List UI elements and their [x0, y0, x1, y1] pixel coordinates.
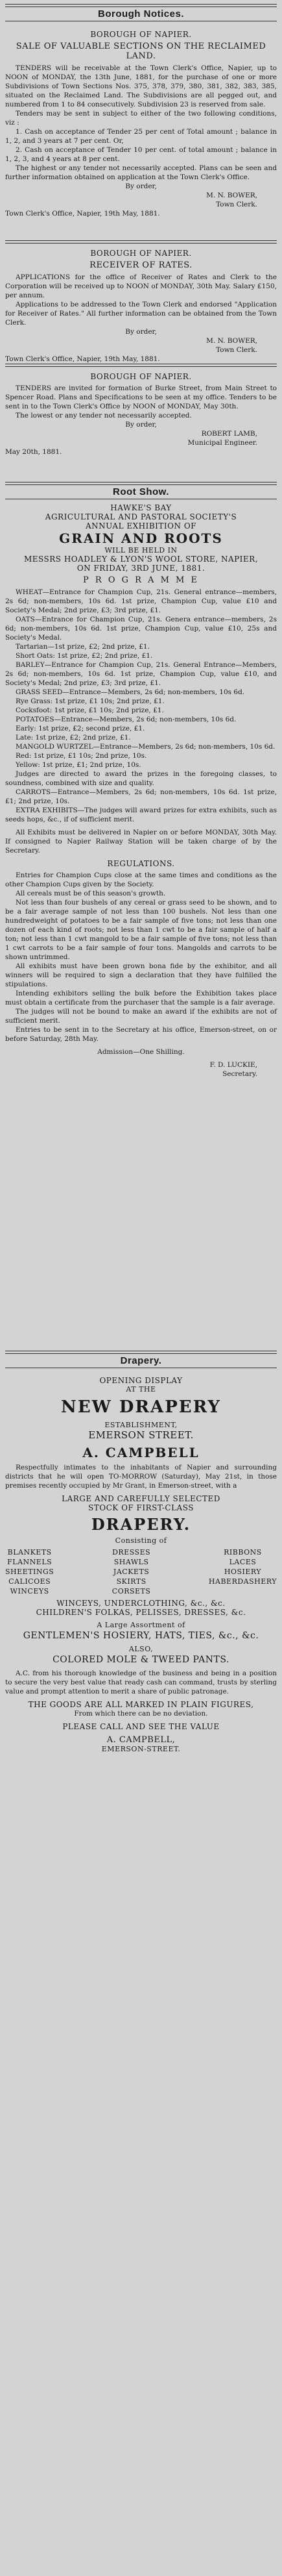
- stock-heading: STOCK OF FIRST-CLASS: [88, 1503, 194, 1512]
- stock-item: HOSIERY: [224, 1568, 262, 1576]
- show-date: ON FRIDAY, 3RD JUNE, 1881.: [76, 564, 206, 573]
- programme-item: WHEAT—Entrance for Champion Cup, 21s. General entrance—members, 2s 6d; non-members, 10s 6d. 1st prize, Champion Cup, value £10 and Society's Medal; 2nd prize, £3; 3rd prize, £1.: [5, 588, 277, 614]
- programme-item: Judges are directed to award the prizes in the foregoing classes, to soundness, combined with size and quality.: [5, 770, 277, 787]
- drapery-section: [5, 1351, 277, 1753]
- signature: A. CAMPBELL,: [106, 1735, 176, 1745]
- rule: [5, 1351, 277, 1354]
- notice-paragraph: A.C. from his thorough knowledge of the business and being in a position to secure the very best value that ready cash can command, trusts by sterling value and prompt attention to merit a share of public patronage.: [5, 1669, 277, 1695]
- section-header: Borough Notices.: [97, 8, 184, 19]
- stock-item: HABERDASHERY: [208, 1577, 277, 1586]
- programme-item: GRASS SEED—Entrance—Members, 2s 6d; non-members, 10s 6d.: [16, 688, 245, 696]
- admission: Admission—One Shilling.: [97, 1048, 185, 1056]
- stock-item: FLANNELS: [7, 1558, 53, 1566]
- stock-line: CHILDREN'S FOLKAS, PELISSES, DRESSES, &c.: [36, 1608, 246, 1617]
- notice-heading: RECEIVER OF RATES.: [89, 260, 193, 270]
- display-title: AT THE: [126, 1385, 156, 1394]
- regulation: Not less than four bushels of any cereal or grass seed to be shown, and to be a fair average sample of not less than 100 bushels. Not less than one hundredweight of potatoes to be a fair sample of five tons; not less than one dozen of each kind of roots; not less than 1 cwt to be a fair sample of half a ton; not less than 1 cwt mangold to be a fair sample of five tons; not less than 1 cwt carrots to be a fair sample of four tons. Mangolds and carrots to be shown untrimmed.: [5, 899, 277, 961]
- signature: F. D. LUCKIE,: [209, 1061, 257, 1069]
- regulation: Entries to be sent in to the Secretary at his office, Emerson-street, on or before Saturday, 28th May.: [5, 1026, 277, 1043]
- notice-title: BOROUGH OF NAPIER.: [90, 30, 192, 39]
- notice-condition: 1. Cash on acceptance of Tender 25 per cent of Total amount ; balance in 1, 2, and 3 years at 7 per cent. Or,: [5, 128, 277, 145]
- stock-item: LACES: [229, 1558, 257, 1566]
- signature-title: Town Clerk.: [216, 346, 257, 354]
- notice-paragraph: TENDERS are invited for formation of Burke Street, from Main Street to Spencer Road. Plans and Specifications to be seen at my office. Tenders to be sent in to the Town Clerk's Office by NOON of MONDAY, May 30th.: [5, 384, 277, 410]
- notice-rates: [5, 240, 277, 364]
- programme-item: BARLEY—Entrance for Champion Cup, 21s. General Entrance—Members, 2s 6d; non-members, 10s 6d. 1st prize, Champion Cup, value £10, and Society's Medal; 2nd prize, £3; 3rd prize, £1.: [5, 661, 277, 687]
- programme-item: POTATOES—Entrance—Members, 2s 6d; non-members, 10s 6d.: [16, 716, 237, 723]
- notice-paragraph: Applications to be addressed to the Town Clerk and endorsed "Application for Receiver of Rates." All further information can be obtained from the Town Clerk.: [5, 301, 277, 327]
- programme-item: Rye Grass: 1st prize, £1 10s; 2nd prize, £1.: [16, 697, 165, 705]
- root-show-section: [5, 482, 277, 1079]
- programme-item: Tartarian—1st prize, £2; 2nd prize, £1.: [16, 643, 150, 651]
- notice-date: May 20th, 1881.: [5, 448, 62, 456]
- signature: M. N. BOWER,: [206, 337, 257, 345]
- signature: ROBERT LAMB,: [201, 430, 257, 438]
- notice-title: BOROUGH OF NAPIER.: [90, 249, 192, 258]
- rule: [5, 482, 277, 485]
- assortment-label: A Large Assortment of: [97, 1621, 185, 1629]
- stock-heading: LARGE AND CAREFULLY SELECTED: [62, 1494, 220, 1503]
- signature-title: Secretary.: [222, 1070, 257, 1078]
- rule: [5, 364, 277, 367]
- please-call: PLEASE CALL AND SEE THE VALUE: [62, 1722, 220, 1731]
- display-title: ESTABLISHMENT,: [104, 1421, 178, 1429]
- programme-item: Short Oats: 1st prize, £2; 2nd prize, £1.: [16, 652, 153, 660]
- signature-title: Town Clerk.: [216, 201, 257, 208]
- regulation: The judges will not be bound to make an award if the exhibits are not of sufficient merit.: [5, 1008, 277, 1025]
- show-title: WILL BE HELD IN: [104, 546, 178, 555]
- notice-tenders: [5, 364, 277, 456]
- stock-line: WINCEYS, UNDERCLOTHING, &c., &c.: [56, 1599, 226, 1608]
- stock-columns: [5, 1547, 277, 1596]
- display-title: OPENING DISPLAY: [99, 1376, 183, 1385]
- also-label: ALSO,: [128, 1645, 154, 1653]
- deviation-line: From which there can be no deviation.: [74, 1710, 208, 1718]
- programme-item: Early: 1st prize, £2; second prize, £1.: [16, 725, 145, 732]
- notice-paragraph: All Exhibits must be delivered in Napier on or before MONDAY, 30th May. If consigned to Napier Railway Station will be taken charge of by the Secretary.: [5, 829, 277, 855]
- stock-item: SHAWLS: [113, 1558, 149, 1566]
- programme-item: Cocksfoot: 1st prize, £1 10s; 2nd prize, £1.: [16, 707, 164, 714]
- stock-column: [5, 1547, 54, 1596]
- show-headline: GRAIN AND ROOTS: [59, 531, 223, 546]
- notice-date: Town Clerk's Office, Napier, 19th May, 1881.: [5, 355, 160, 363]
- stock-item: SHEETINGS: [5, 1568, 54, 1576]
- section-header: Root Show.: [113, 486, 169, 497]
- show-venue: MESSRS HOADLEY & LYON'S WOOL STORE, NAPIER,: [23, 555, 259, 564]
- top-rule: [5, 4, 277, 7]
- regulation: Entries for Champion Cups close at the same times and conditions as the other Champion Cups given by the Society.: [5, 871, 277, 888]
- stock-item: BLANKETS: [7, 1548, 52, 1557]
- notice-paragraph: Respectfully intimates to the inhabitants of Napier and surrounding districts that he will open TO-MORROW (Saturday), May 21st, in those premises recently occupied by Mr Grant, in Emerson-street, with a: [5, 1464, 277, 1490]
- marked-line: THE GOODS ARE ALL MARKED IN PLAIN FIGURES,: [28, 1700, 254, 1709]
- display-headline: NEW DRAPERY: [61, 1397, 221, 1417]
- programme-item: Late: 1st prize, £2; 2nd prize, £1.: [16, 734, 131, 742]
- show-title: HAWKE'S BAY: [110, 503, 172, 512]
- notice-paragraph: APPLICATIONS for the office of Receiver of Rates and Clerk to the Corporation will be received up to NOON of MONDAY, 30th May. Salary £150, per annum.: [5, 273, 277, 299]
- stock-item: WINCEYS: [10, 1587, 49, 1595]
- rule: [5, 240, 277, 244]
- notice-date: Town Clerk's Office, Napier, 19th May, 1881.: [5, 210, 160, 218]
- display-street: EMERSON STREET.: [88, 1429, 194, 1441]
- programme-list: [5, 588, 277, 824]
- programme-item: CARROTS—Entrance—Members, 2s 6d; non-members, 10s 6d. 1st prize, £1; 2nd prize, 10s.: [5, 788, 277, 805]
- by-order: By order,: [125, 182, 157, 190]
- regulation: All exhibits must have been grown bona fide by the exhibitor, and all winners will be required to sign a declaration that they have fulfilled the stipulations.: [5, 962, 277, 988]
- notice-condition: 2. Cash on acceptance of Tender 10 per cent. of total amount ; balance in 1, 2, 3, and 4 years at 8 per cent.: [5, 146, 277, 163]
- programme-item: OATS—Entrance for Champion Cup, 21s. Genera entrance—members, 2s 6d; non-members, 10s 6d. 1st prize, Champion Cup, value £10, 25s and Society's Medal.: [5, 616, 277, 642]
- by-order: By order,: [125, 421, 157, 429]
- gentlemen-line: GENTLEMEN'S HOSIERY, HATS, TIES, &c., &c.: [23, 1631, 259, 1641]
- programme-item: EXTRA EXHIBITS—The judges will award prizes for extra exhibits, such as seeds hops, &c., if of sufficient merit.: [5, 807, 277, 823]
- regulation: All cereals must be of this season's growth.: [16, 890, 166, 897]
- notice-title: BOROUGH OF NAPIER.: [90, 372, 192, 381]
- consisting-of: Consisting of: [115, 1536, 167, 1545]
- show-title: AGRICULTURAL AND PASTORAL SOCIETY'S: [45, 512, 237, 521]
- stock-item: CALICOES: [8, 1577, 51, 1586]
- stock-item: RIBBONS: [224, 1548, 262, 1557]
- programme-item: MANGOLD WURTZEL—Entrance—Members, 2s 6d; non-members, 10s 6d.: [16, 743, 276, 751]
- programme-item: Red: 1st prize, £1 10s; 2nd prize, 10s.: [16, 752, 147, 760]
- programme-heading: P R O G R A M M E: [83, 575, 199, 585]
- stock-item: DRESSES: [112, 1548, 151, 1557]
- stock-column: [209, 1547, 277, 1596]
- notice-paragraph: Tenders may be sent in subject to either of the two following conditions, viz :: [5, 110, 277, 127]
- show-title: ANNUAL EXHIBITION OF: [86, 521, 196, 531]
- notice-heading: SALE OF VALUABLE SECTIONS ON THE RECLAIMED LAND.: [16, 42, 266, 61]
- signature: M. N. BOWER,: [206, 192, 257, 199]
- notice-paragraph: The highest or any tender not necessarily accepted. Plans can be seen and further information obtained on application at the Town Clerk's Office.: [5, 164, 277, 181]
- stock-item: SKIRTS: [116, 1577, 147, 1586]
- signature-title: Municipal Engineer.: [187, 439, 257, 447]
- notice-paragraph: TENDERS will be receivable at the Town Clerk's Office, Napier, up to NOON of MONDAY, the 13th June, 1881, for the purchase of one or more Subdivisions of Town Sections Nos. 375, 378, 379, 380, 381, 382, 383, 385, situated on the Reclaimed Land. The Subdivisions are all pegged out, and numbered from 1 to 84 consecutively. Subdivision 23 is reserved from sale.: [5, 64, 277, 108]
- programme-item: Yellow: 1st prize, £1; 2nd prize, 10s.: [16, 761, 141, 769]
- stock-column: [112, 1547, 151, 1596]
- notice-paragraph: The lowest or any tender not necessarily accepted.: [16, 412, 192, 419]
- pants-line: COLORED MOLE & TWEED PANTS.: [53, 1655, 229, 1665]
- section-header: Drapery.: [120, 1355, 162, 1366]
- by-order: By order,: [125, 328, 157, 336]
- regulation: Intending exhibitors selling the bulk before the Exhibition takes place must obtain a certificate from the purchaser that the sample is a fair average.: [5, 990, 277, 1007]
- borough-notices-section: [5, 4, 277, 21]
- notice-sale: [5, 30, 277, 218]
- proprietor-name: A. CAMPBELL: [82, 1445, 200, 1460]
- drapery-headline: DRAPERY.: [91, 1515, 191, 1534]
- stock-item: CORSETS: [112, 1587, 151, 1595]
- signature-title: EMERSON-STREET.: [101, 1745, 181, 1753]
- regulations-heading: REGULATIONS.: [107, 859, 175, 868]
- stock-item: JACKETS: [113, 1568, 150, 1576]
